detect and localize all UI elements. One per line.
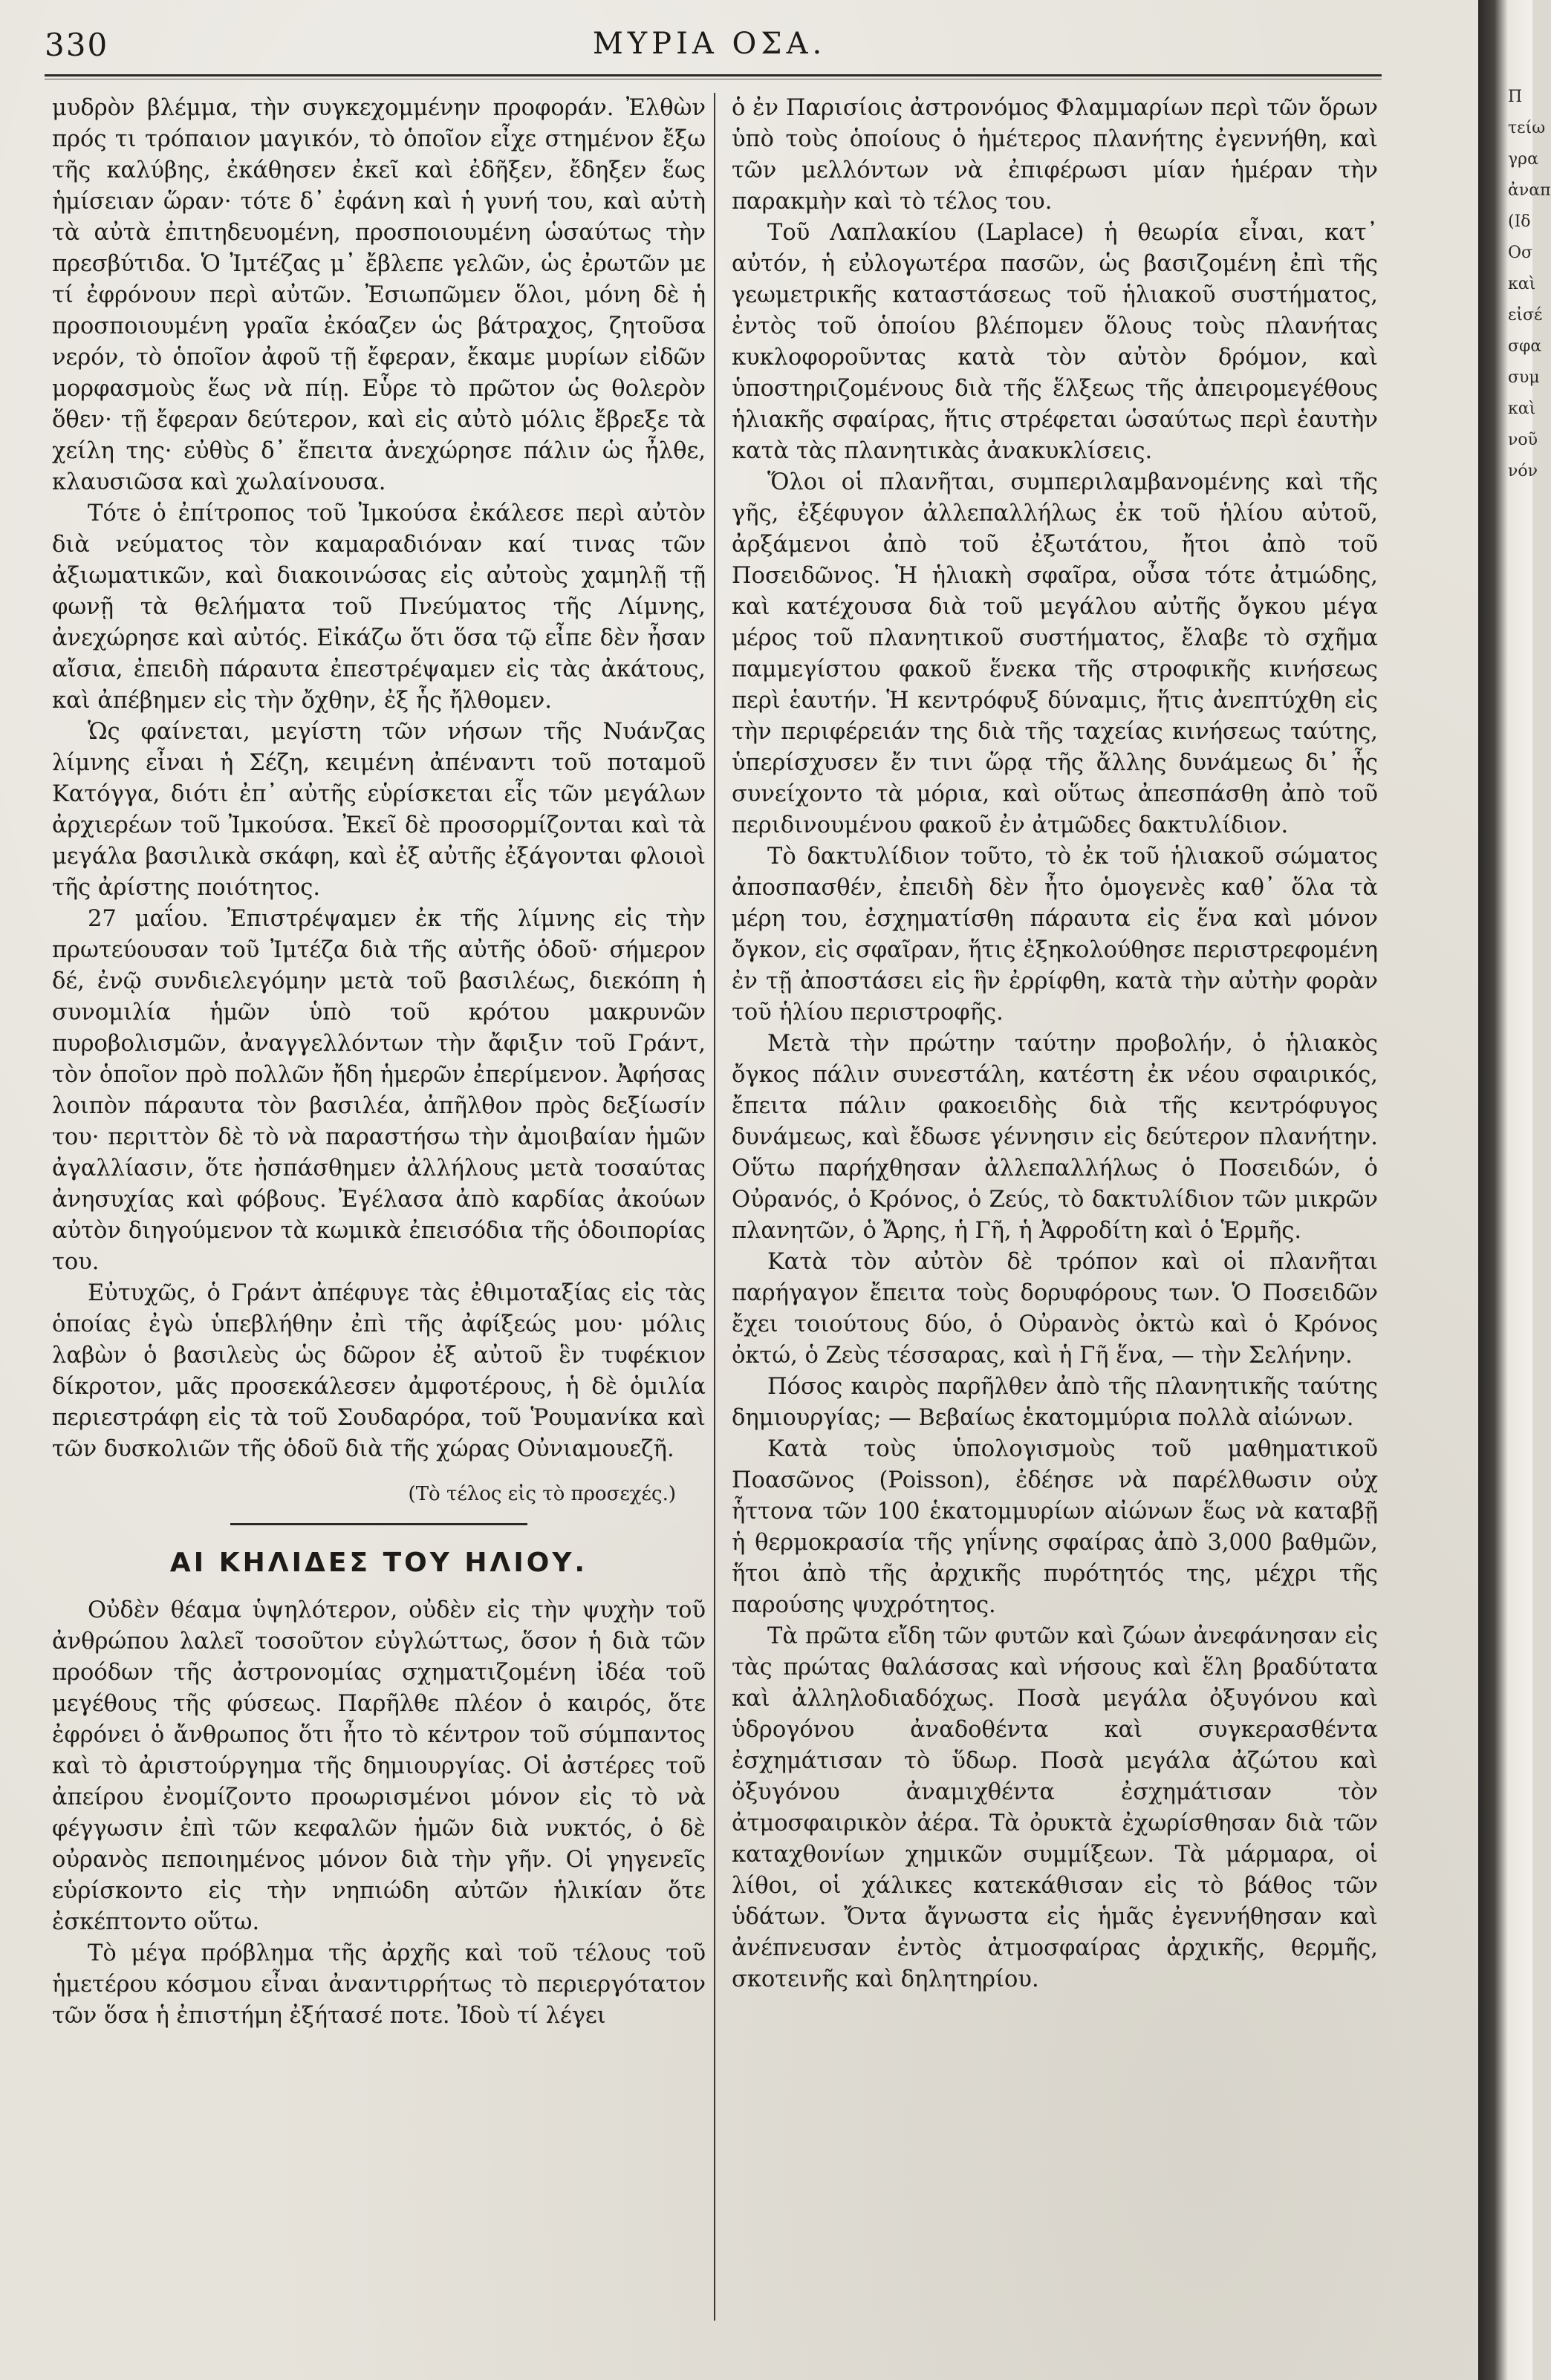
paragraph: Μετὰ τὴν πρώτην ταύτην προβολήν, ὁ ἡλιακὸς ὄγκος πάλιν συνεστάλη, κατέστη ἐκ νέου σφαιρικός, ἔπειτα πάλιν φακοειδὴς διὰ τῆς κεντρόφυγος δυνάμεως, καὶ ἔδωσε γέννησιν εἰς δεύτερον πλανήτην. Οὕτω παρήχθησαν ἀλλεπαλλήλως ὁ Ποσειδών, ὁ Οὐρανός, ὁ Κρόνος, ὁ Ζεύς, τὸ δακτυλίδιον τῶν μικρῶν πλανητῶν, ὁ Ἄρης, ἡ Γῆ, ἡ Ἀφροδίτη καὶ ὁ Ἑρμῆς. [732,1031,1378,1244]
paragraph: Τὸ μέγα πρόβλημα τῆς ἀρχῆς καὶ τοῦ τέλους τοῦ ἡμετέρου κόσμου εἶναι ἀναντιρρήτως τὸ περιεργότατον τῶν ὅσα ἡ ἐπιστήμη ἐξήτασέ ποτε. Ἰδοὺ τί λέγει [52,1940,706,2029]
paragraph: Τὰ πρῶτα εἴδη τῶν φυτῶν καὶ ζώων ἀνεφάνησαν εἰς τὰς πρώτας θαλάσσας καὶ νήσους καὶ ἕλη βραδύτατα καὶ ἀλληλοδιαδόχως. Ποσὰ μεγάλα ὀξυγόνου καὶ ὑδρογόνου ἀναδοθέντα καὶ συγκερασθέντα ἐσχημάτισαν τὸ ὕδωρ. Ποσὰ μεγάλα ἀζώτου καὶ ὀξυγόνου ἀναμιχθέντα ἐσχημάτισαν τὸν ἀτμοσφαιρικὸν ἀέρα. Τὰ ὀρυκτὰ ἐχωρίσθησαν διὰ τῶν καταχθονίων χημικῶν συμμίξεων. Τὰ μάρμαρα, οἱ λίθοι, οἱ χάλικες κατεκάθισαν εἰς τὸ βάθος τῶν ὑδάτων. Ὄντα ἄγνωστα εἰς ἡμᾶς ἐγεννήθησαν καὶ ἀνέπνευσαν ἐντὸς ἀτμοσφαίρας ἀρχικῆς, θερμῆς, σκοτεινῆς καὶ δηλητηρίου. [732,1623,1378,1992]
overleaf-page-edge [1508,82,1551,973]
paragraph: Πόσος καιρὸς παρῆλθεν ἀπὸ τῆς πλανητικῆς ταύτης δημιουργίας; — Βεβαίως ἑκατομμύρια πολλὰ αἰώνων. [732,1374,1378,1431]
paragraph: Ὡς φαίνεται, μεγίστη τῶν νήσων τῆς Νυάνζας λίμνης εἶναι ἡ Σέζη, κειμένη ἀπέναντι τοῦ ποταμοῦ Κατόγγα, διότι ἐπ᾽ αὐτῆς εὑρίσκεται εἷς τῶν μεγάλων ἀρχιερέων τοῦ Ἰμκούσα. Ἐκεῖ δὲ προσορμίζονται καὶ τὰ μεγάλα βασιλικὰ σκάφη, καὶ ἐξ αὐτῆς ἐξάγονται φλοιοὶ τῆς ἀρίστης ποιότητος. [52,719,706,901]
paragraph: μυδρὸν βλέμμα, τὴν συγκεχομμένην προφοράν. Ἐλθὼν πρός τι τρόπαιον μαγικόν, τὸ ὁποῖον εἶχε στημένον ἔξω τῆς καλύβης, ἐκάθησεν ἐκεῖ καὶ ἐδῆξεν, ἔδηξεν ἕως ἡμίσειαν ὥραν· τότε δ᾽ ἐφάνη καὶ ἡ γυνή του, καὶ αὐτὴ τὰ αὐτὰ ἐπιτηδευομένη, προσποιουμένη ὡσαύτως τὴν πρεσβύτιδα. Ὁ Ἰμτέζας μ᾽ ἔβλεπε γελῶν, ὡς ἐρωτῶν με τί ἐφρόνουν περὶ αὐτῶν. Ἐσιωπῶμεν ὅλοι, μόνη δὲ ἡ προσποιουμένη γραῖα ἐκόαζεν ὡς βάτραχος, ζητοῦσα νερόν, τὸ ὁποῖον ἀφοῦ τῇ ἔφεραν, ἔκαμε μυρίων εἰδῶν μορφασμοὺς ἕως νὰ πίῃ. Εὗρε τὸ πρῶτον ὡς θολερὸν ὅθεν· τῇ ἔφεραν δεύτερον, καὶ εἰς αὐτὸ μόλις ἔβρεξε τὰ χείλη της· εὐθὺς δ᾽ ἔπειτα ἀνεχώρησε πάλιν ὡς ἦλθε, κλαυσιῶσα καὶ χωλαίνουσα. [52,95,706,495]
page-number: 330 [45,27,109,63]
paragraph: Κατὰ τοὺς ὑπολογισμοὺς τοῦ μαθηματικοῦ Ποασῶνος (Poisson), ἐδέησε νὰ παρέλθωσιν οὐχ ἧττονα τῶν 100 ἑκατομμυρίων αἰώνων ἕως νὰ καταβῇ ἡ θερμοκρασία τῆς γηΐνης σφαίρας ἀπὸ 3,000 βαθμῶν, ἥτοι ἀπὸ τῆς ἀρχικῆς πυρότητός της, μέχρι τῆς παρούσης ψυχρότητος. [732,1436,1378,1618]
section-divider [230,1523,527,1525]
paragraph: Ὅλοι οἱ πλανῆται, συμπεριλαμβανομένης καὶ τῆς γῆς, ἐξέφυγον ἀλλεπαλλήλως ἐκ τοῦ ἡλίου αὐτοῦ, ἀρξάμενοι ἀπὸ τοῦ ἐξωτάτου, ἤτοι ἀπὸ τοῦ Ποσειδῶνος. Ἡ ἡλιακὴ σφαῖρα, οὖσα τότε ἀτμώδης, καὶ κατέχουσα διὰ τοῦ μεγάλου αὐτῆς ὄγκου μέγα μέρος τοῦ πλανητικοῦ συστήματος, ἔλαβε τὸ σχῆμα παμμεγίστου φακοῦ ἕνεκα τῆς στροφικῆς κινήσεως περὶ ἑαυτήν. Ἡ κεντρόφυξ δύναμις, ἥτις ἀνεπτύχθη εἰς τὴν περιφέρειάν της διὰ τῆς ταχείας κινήσεως ταύτης, ὑπερίσχυσεν ἔν τινι ὥρᾳ τῆς ἄλλης δυνάμεως δι᾽ ἧς συνείχοντο τὰ μόρια, καὶ οὕτως ἀπεσπάσθη ἀπὸ τοῦ περιδινουμένου φακοῦ ἐν ἀτμῶδες δακτυλίδιον. [732,469,1378,838]
overleaf-fragment: ἀναπ [1508,181,1551,200]
overleaf-fragment: Π [1508,88,1523,106]
section-title: ΑΙ ΚΗΛΙΔΕΣ ΤΟΥ ΗΛΙΟΥ. [169,1548,588,1578]
continuation-note: (Τὸ τέλος εἰς τὸ προσεχές.) [408,1483,676,1505]
running-head: ΜΥΡΙΑ ΟΣΑ. [592,27,827,61]
overleaf-fragment: τείω [1508,119,1546,137]
paragraph: Τοῦ Λαπλακίου (Laplace) ἡ θεωρία εἶναι, κατ᾽ αὐτόν, ἡ εὐλογωτέρα πασῶν, ὡς βασιζομένη ἐπὶ τῆς γεωμετρικῆς καταστάσεως τοῦ ἡλιακοῦ συστήματος, ἐντὸς τοῦ ὁποίου βλέπομεν ὅλους τοὺς πλανήτας κυκλοφοροῦντας κατὰ τὸν αὐτὸν δρόμον, καὶ ὑποστηριζομένους διὰ τῆς ἕλξεως τῆς ἀπειρομεγέθους ἡλιακῆς σφαίρας, ἥτις στρέφεται ὡσαύτως περὶ ἑαυτὴν κατὰ τὰς πλανητικὰς ἀνακυκλίσεις. [732,220,1378,464]
column-divider [714,93,715,2321]
header-rule [45,74,1382,76]
overleaf-fragment: (Ιδ [1508,212,1531,231]
overleaf-fragment: σφα [1508,337,1542,356]
overleaf-fragment: Οσ [1508,244,1533,262]
overleaf-fragment: γρα [1508,150,1538,169]
overleaf-fragment: συμ [1508,368,1540,387]
paragraph: ὁ ἐν Παρισίοις ἀστρονόμος Φλαμμαρίων περὶ τῶν ὅρων ὑπὸ τοὺς ὁποίους ὁ ἡμέτερος πλανήτης ἐγεννήθη, καὶ τῶν μελλόντων νὰ ἐπιφέρωσι μίαν ἡμέραν τὴν παρακμὴν καὶ τὸ τέλος του. [732,95,1378,215]
overleaf-fragment: εἰσέ [1508,306,1543,325]
right-column [732,93,1378,1995]
overleaf-fragment: καὶ [1508,275,1536,293]
overleaf-fragment: καὶ [1508,400,1536,418]
overleaf-fragment: νοῦ [1508,431,1538,449]
paragraph: 27 μαΐου. Ἐπιστρέψαμεν ἐκ τῆς λίμνης εἰς τὴν πρωτεύουσαν τοῦ Ἰμτέζα διὰ τῆς αὐτῆς ὁδοῦ· σήμερον δέ, ἐνῷ συνδιελεγόμην μετὰ τοῦ βασιλέως, διεκόπη ἡ συνομιλία ἡμῶν ὑπὸ τοῦ κρότου μακρυνῶν πυροβολισμῶν, ἀναγγελλόντων τὴν ἄφιξιν τοῦ Γράντ, τὸν ὁποῖον πρὸ πολλῶν ἤδη ἡμερῶν ἐπερίμενον. Ἀφήσας λοιπὸν πάραυτα τὸν βασιλέα, ἀπῆλθον πρὸς δεξίωσίν του· περιττὸν δὲ τὸ νὰ παραστήσω τὴν ἀμοιβαίαν ἡμῶν ἀγαλλίασιν, ὅτε ἠσπάσθημεν ἀλλήλους μετὰ τοσαύτας ἀνησυχίας καὶ φόβους. Ἐγέλασα ἀπὸ καρδίας ἀκούων αὐτὸν διηγούμενον τὰ κωμικὰ ἐπεισόδια τῆς ὁδοιπορίας του. [52,906,706,1275]
paragraph: Οὐδὲν θέαμα ὑψηλότερον, οὐδὲν εἰς τὴν ψυχὴν τοῦ ἀνθρώπου λαλεῖ τοσοῦτον εὐγλώττως, ὅσον ἡ διὰ τῶν προόδων τῆς ἀστρονομίας σχηματιζομένη ἰδέα τοῦ μεγέθους τῆς φύσεως. Παρῆλθε πλέον ὁ καιρός, ὅτε ἐφρόνει ὁ ἄνθρωπος ὅτι ἦτο τὸ κέντρον τοῦ σύμπαντος καὶ τὸ ἀριστούργημα τῆς δημιουργίας. Οἱ ἀστέρες τοῦ ἀπείρου ἐνομίζοντο προωρισμένοι μόνον εἰς τὸ νὰ φέγγωσιν ἐπὶ τῶν κεφαλῶν ἡμῶν διὰ νυκτός, ὁ δὲ οὐρανὸς πεποιημένος μόνον διὰ τὴν γῆν. Οἱ γηγενεῖς εὑρίσκοντο εἰς τὴν νηπιώδη αὐτῶν ἡλικίαν ὅτε ἐσκέπτοντο οὕτω. [52,1597,706,1935]
paragraph: Τὸ δακτυλίδιον τοῦτο, τὸ ἐκ τοῦ ἡλιακοῦ σώματος ἀποσπασθέν, ἐπειδὴ δὲν ἦτο ὁμογενὲς καθ᾽ ὅλα τὰ μέρη του, ἐσχηματίσθη πάραυτα εἰς ἕνα καὶ μόνον ὄγκον, εἰς σφαῖραν, ἥτις ἐξηκολούθησε περιστρεφομένη ἐν τῇ ἀποστάσει εἰς ἣν ἐρρίφθη, κατὰ τὴν αὐτὴν φορὰν τοῦ ἡλίου περιστροφῆς. [732,844,1378,1026]
left-column [52,93,706,2032]
paragraph: Τότε ὁ ἐπίτροπος τοῦ Ἰμκούσα ἐκάλεσε περὶ αὐτὸν διὰ νεύματος τὸν καμαραδιόναν καί τινας τῶν ἀξιωματικῶν, καὶ διακοινώσας εἰς αὐτοὺς χαμηλῇ τῇ φωνῇ τὰ θελήματα τοῦ Πνεύματος τῆς Λίμνης, ἀνεχώρησε καὶ αὐτός. Εἰκάζω ὅτι ὅσα τῷ εἶπε δὲν ἦσαν αἴσια, ἐπειδὴ πάραυτα ἐπεστρέψαμεν εἰς τὰς ἀκάτους, καὶ ἀπέβημεν εἰς τὴν ὄχθην, ἐξ ἧς ἤλθομεν. [52,501,706,714]
paragraph: Κατὰ τὸν αὐτὸν δὲ τρόπον καὶ οἱ πλανῆται παρήγαγον ἔπειτα τοὺς δορυφόρους των. Ὁ Ποσειδῶν ἔχει τοιούτους δύο, ὁ Οὐρανὸς ὀκτὼ καὶ ὁ Κρόνος ὀκτώ, ὁ Ζεὺς τέσσαρας, καὶ ἡ Γῆ ἕνα, — τὴν Σελήνην. [732,1249,1378,1369]
paragraph: Εὐτυχῶς, ὁ Γράντ ἀπέφυγε τὰς ἐθιμοταξίας εἰς τὰς ὁποίας ἐγὼ ὑπεβλήθην ἐπὶ τῆς ἀφίξεώς μου· μόλις λαβὼν ὁ βασιλεὺς ὡς δῶρον ἐξ αὐτοῦ ἓν τυφέκιον δίκροτον, μᾶς προσεκάλεσεν ἀμφοτέρους, ἡ δὲ ὁμιλία περιεστράφη εἰς τὰ τοῦ Σουδαρόρα, τοῦ Ῥουμανίκα καὶ τῶν δυσκολιῶν τῆς ὁδοῦ διὰ τῆς χώρας Οὐνιαμουεζῆ. [52,1280,706,1462]
overleaf-fragment: νόν [1508,462,1538,480]
page-header [45,22,1374,67]
